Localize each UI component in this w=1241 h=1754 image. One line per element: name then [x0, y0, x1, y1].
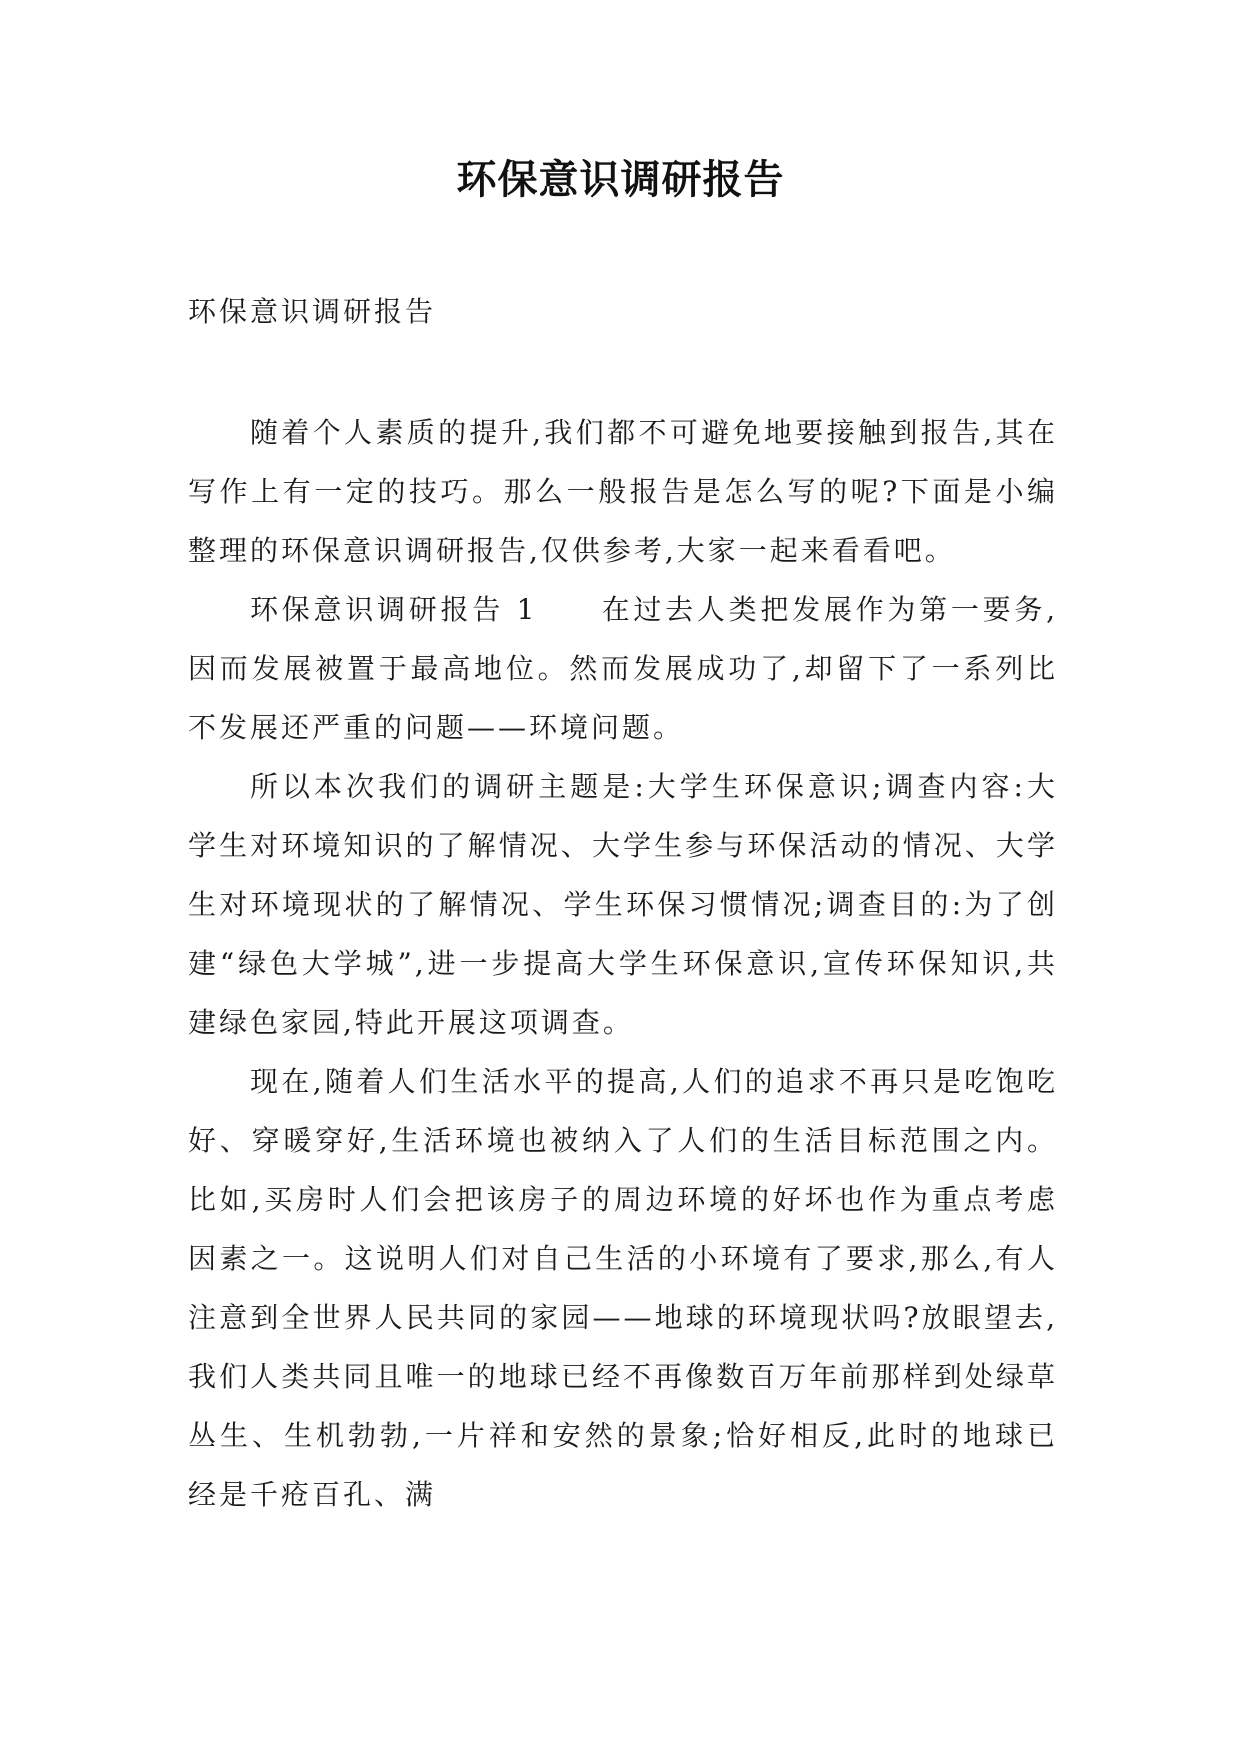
paragraph-report-1: 环保意识调研报告 1 在过去人类把发展作为第一要务,因而发展被置于最高地位。然而发展成功了,却留下了一系列比不发展还严重的问题——环境问题。 [188, 593, 1058, 744]
paragraph-environment-status: 现在,随着人们生活水平的提高,人们的追求不再只是吃饱吃好、穿暖穿好,生活环境也被纳入了人们的生活目标范围之内。比如,买房时人们会把该房子的周边环境的好坏也作为重点考虑因素之一。这说明人们对自己生活的小环境有了要求,那么,有人注意到全世界人民共同的家园——地球的环境现状吗?放眼望去,我们人类共同且唯一的地球已经不再像数百万年前那样到处绿草丛生、生机勃勃,一片祥和安然的景象;恰好相反,此时的地球已经是千疮百孔、满 [188, 1065, 1058, 1511]
paragraph-intro: 随着个人素质的提升,我们都不可避免地要接触到报告,其在写作上有一定的技巧。那么一般报告是怎么写的呢?下面是小编整理的环保意识调研报告,仅供参考,大家一起来看看吧。 [188, 416, 1058, 567]
document-body [188, 403, 1058, 1524]
document-title: 环保意识调研报告 [456, 156, 785, 203]
document-subtitle: 环保意识调研报告 [188, 295, 437, 328]
paragraph-research-topic: 所以本次我们的调研主题是:大学生环保意识;调查内容:大学生对环境知识的了解情况、大学生参与环保活动的情况、大学生对环境现状的了解情况、学生环保习惯情况;调查目的:为了创建“绿色大学城”,进一步提高大学生环保意识,宣传环保知识,共建绿色家园,特此开展这项调查。 [188, 770, 1058, 1039]
